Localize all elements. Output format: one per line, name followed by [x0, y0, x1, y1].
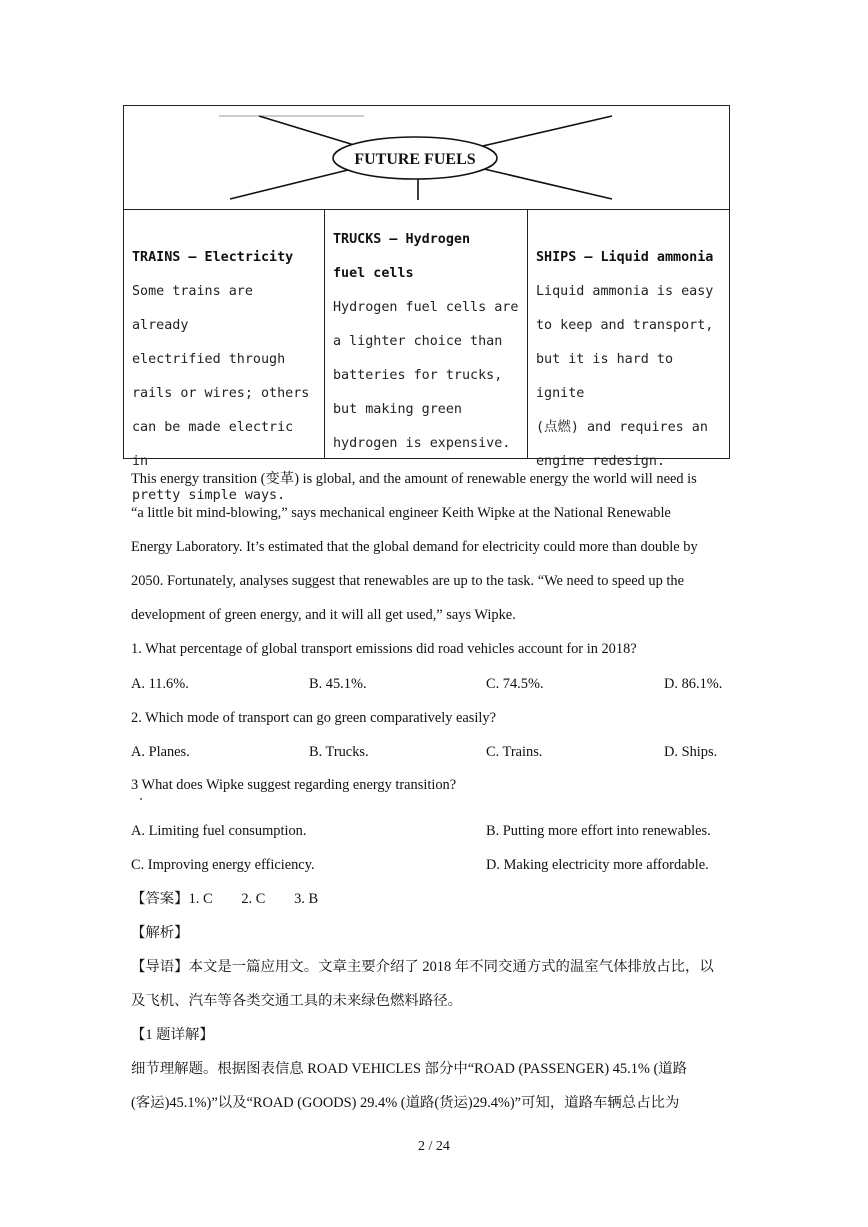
q3-option-b: B. Putting more effort into renewables. — [486, 823, 711, 839]
question-1: 1. What percentage of global transport emissions did road vehicles account for in 2018? — [131, 641, 637, 657]
trucks-heading-1: TRUCKS — Hydrogen — [333, 232, 471, 247]
diagram-title: FUTURE FUELS — [354, 151, 476, 168]
detail-label: 【1 题详解】 — [131, 1027, 214, 1043]
trains-line-4: can be made electric in — [132, 420, 294, 469]
q3-option-c: C. Improving energy efficiency. — [131, 857, 315, 873]
trains-line-3: rails or wires; others — [132, 386, 310, 401]
ships-line-3: but it is hard to ignite — [536, 352, 674, 401]
trains-line-5: pretty simple ways. — [132, 488, 286, 503]
ships-heading: SHIPS — Liquid ammonia — [536, 250, 714, 265]
q1-option-b: B. 45.1%. — [309, 676, 367, 692]
trucks-line-3: batteries for trucks, — [333, 368, 503, 383]
mind-map-lines — [124, 106, 729, 209]
q3-option-a: A. Limiting fuel consumption. — [131, 823, 307, 839]
trains-heading: TRAINS — Electricity — [132, 250, 294, 265]
trains-column — [124, 210, 324, 503]
guide-line-1: 【导语】本文是一篇应用文。文章主要介绍了 2018 年不同交通方式的温室气体排放占比，以 — [131, 959, 714, 975]
page-number: 2 / 24 — [418, 1139, 450, 1154]
paragraph-line-1: This energy transition (变革) is global, and the amount of renewable energy the world will need is — [131, 471, 697, 487]
q1-option-c: C. 74.5%. — [486, 676, 544, 692]
stray-dot — [140, 798, 142, 800]
trucks-line-2: a lighter choice than — [333, 334, 503, 349]
q2-option-b: B. Trucks. — [309, 744, 369, 760]
q3-option-d: D. Making electricity more affordable. — [486, 857, 709, 873]
paragraph-line-4: 2050. Fortunately, analyses suggest that renewables are up to the task. “We need to speed up the — [131, 573, 684, 589]
q1-option-d: D. 86.1%. — [664, 676, 723, 692]
ships-line-4: (点燃) and requires an — [536, 420, 708, 435]
q2-option-c: C. Trains. — [486, 744, 543, 760]
ships-line-1: Liquid ammonia is easy — [536, 284, 714, 299]
guide-line-2: 及飞机、汽车等各类交通工具的未来绿色燃料路径。 — [131, 993, 462, 1009]
ships-line-2: to keep and transport, — [536, 318, 714, 333]
trucks-heading-2: fuel cells — [333, 266, 414, 281]
future-fuels-diagram — [124, 106, 729, 210]
answer-line: 【答案】1. C 2. C 3. B — [131, 891, 319, 907]
trains-line-1: Some trains are already — [132, 284, 253, 333]
trucks-column — [324, 210, 527, 458]
question-3: 3 What does Wipke suggest regarding energy transition? — [131, 777, 457, 793]
question-2: 2. Which mode of transport can go green comparatively easily? — [131, 710, 496, 726]
trucks-line-4: but making green — [333, 402, 462, 417]
detail-line-2: (客运)45.1%)”以及“ROAD (GOODS) 29.4% (道路(货运)29.4%)”可知，道路车辆总占比为 — [131, 1095, 680, 1111]
q1-option-a: A. 11.6%. — [131, 676, 189, 692]
trains-line-2: electrified through — [132, 352, 286, 367]
paragraph-line-2: “a little bit mind-blowing,” says mechanical engineer Keith Wipke at the National Renewable — [131, 505, 671, 521]
analysis-label: 【解析】 — [131, 925, 189, 941]
ships-line-5: engine redesign. — [536, 454, 665, 469]
detail-line-1: 细节理解题。根据图表信息 ROAD VEHICLES 部分中“ROAD (PASSENGER) 45.1% (道路 — [131, 1061, 688, 1077]
trucks-line-1: Hydrogen fuel cells are — [333, 300, 519, 315]
paragraph-line-3: Energy Laboratory. It’s estimated that the global demand for electricity could more than double by — [131, 539, 698, 555]
trucks-line-5: hydrogen is expensive. — [333, 436, 511, 451]
q2-option-a: A. Planes. — [131, 744, 190, 760]
q2-option-d: D. Ships. — [664, 744, 718, 760]
paragraph-line-5: development of green energy, and it will all get used,” says Wipke. — [131, 607, 516, 623]
ships-column — [527, 210, 729, 469]
